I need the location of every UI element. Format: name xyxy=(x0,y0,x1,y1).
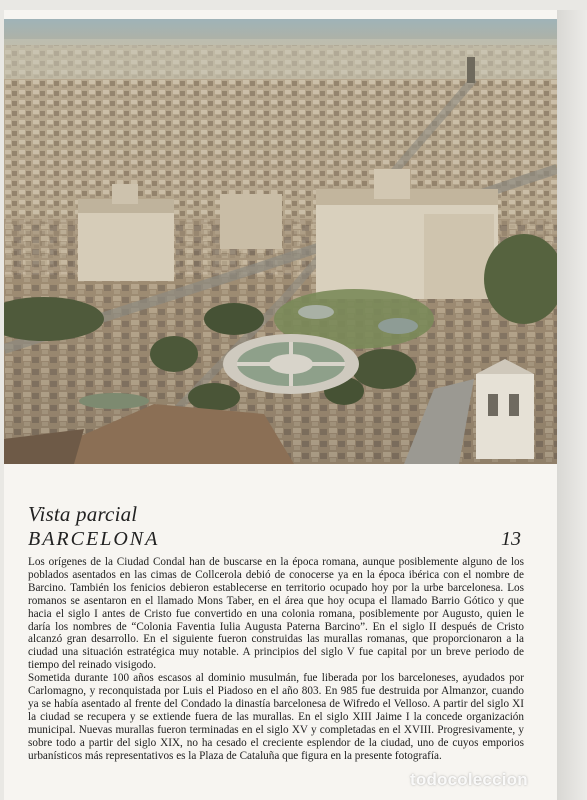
body-text xyxy=(28,556,524,763)
caption-subtitle: Vista parcial xyxy=(28,502,138,526)
paragraph: Sometida durante 100 años escasos al dominio musulmán, fue liberada por los barceloneses, ayudados por Carlomagno, y reconquistada por Luis el Piadoso en el año 803. En 985 fue destruida por Almanzor, cuando ya se había asentado al frente del Condado la dinastía barcelonesa de Wifredo el Velloso. A partir del siglo XI la ciudad se recupera y se extiende fuera de las murallas. En el siglo XIII Jaime I la concede organización municipal. Nuevas murallas fueron terminadas en el siglo XV y completadas en el XVIII. Progresivamente, y sobre todo a partir del siglo XIX, no ha cesado el creciente esplendor de la ciudad, uno de cuyos emporios urbanísticos más representativos es la Plaza de Cataluña que figura en la presente fotografía. xyxy=(28,672,524,762)
page-number: 13 xyxy=(501,528,521,550)
paragraph: Los orígenes de la Ciudad Condal han de buscarse en la época romana, aunque posiblemente alguno de los poblados asentados en las cimas de Collcerola debió de conocerse ya en la época ibérica con el nombre de Barcino. También los fenicios debieron establecerse en territorio ocupado hoy por la urbe barcelonesa. Los romanos se asentaron en el llamado Mons Taber, en el área que hoy ocupa el llamado Barrio Gótico y que hacia el siglo I antes de Cristo fue convertido en una colonia romana, posiblemente por Augusto, quien le daría los nombres de “Colonia Faventia Iulia Augusta Paterna Barcino”. En el siglo II después de Cristo alcanzó gran desarrollo. En el siguiente fueron construidas las murallas romanas, que proporcionaron a la ciudad una situación estratégica muy notable. A principios del siglo V fue capital por un breve periodo de tiempo del reinado visigodo. xyxy=(28,556,524,672)
city-photo-illustration xyxy=(4,19,557,464)
aerial-city-photo xyxy=(4,19,557,464)
page-edge-shadow xyxy=(557,10,587,800)
postcard-page xyxy=(4,10,557,800)
caption-title: BARCELONA xyxy=(28,528,160,550)
watermark-logo: todocoleccion xyxy=(410,770,528,789)
